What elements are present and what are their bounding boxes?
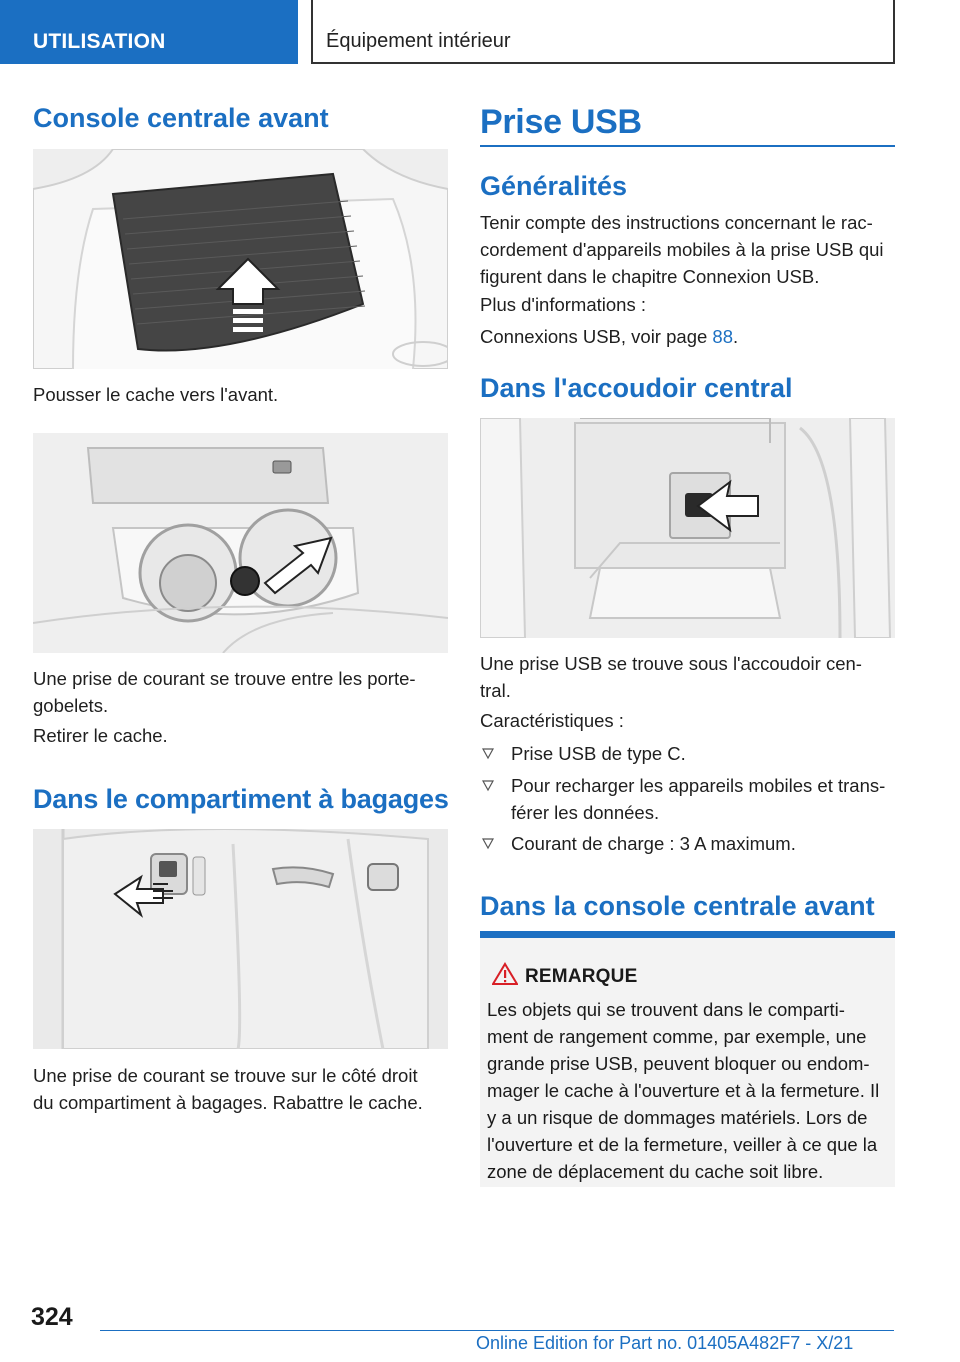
- note-box: [480, 931, 895, 1187]
- heading-accoudoir-central: Dans l'accoudoir central: [480, 373, 793, 403]
- armrest-caption: Une prise USB se trouve sous l'accoudoir cen- tral.: [480, 653, 862, 701]
- page-ref-link[interactable]: 88: [712, 326, 733, 347]
- note-title: REMARQUE: [525, 966, 638, 987]
- bullet-triangle-icon: [482, 780, 494, 792]
- heading-console-centrale-avant: Dans la console centrale avant: [480, 891, 875, 921]
- features-label: Caractéristiques :: [480, 710, 624, 731]
- figure-console-cover: [33, 149, 448, 369]
- heading-prise-usb: Prise USB: [480, 103, 642, 141]
- bullet-item: Courant de charge : 3 A maximum.: [482, 830, 902, 857]
- page-number: 324: [31, 1303, 73, 1331]
- caption-socket-cupholder: Une prise de courant se trouve entre les porte- gobelets.: [33, 668, 416, 716]
- heading-compartiment-bagages: Dans le compartiment à bagages: [33, 784, 449, 814]
- footer-rule: [100, 1330, 894, 1331]
- caption-push-cover: Pousser le cache vers l'avant.: [33, 384, 279, 405]
- footer-edition: Online Edition for Part no. 01405A482F7 - X/21: [476, 1333, 854, 1353]
- figure-luggage-socket: [33, 829, 448, 1049]
- armrest-illustration: [480, 418, 895, 638]
- header-chapter-box: [311, 0, 895, 64]
- bullet-item: Prise USB de type C.: [482, 740, 902, 767]
- figure-cupholder-socket: [33, 433, 448, 653]
- bullet-item: Pour recharger les appareils mobiles et trans- férer les données.: [482, 772, 902, 826]
- warning-triangle-icon: [492, 962, 518, 986]
- header-section-label: UTILISATION: [33, 30, 166, 53]
- caption-remove-cover: Retirer le cache.: [33, 725, 168, 746]
- usb-connections-reference: Connexions USB, voir page 88.: [480, 326, 739, 347]
- bullet-triangle-icon: [482, 838, 494, 850]
- heading-console-centrale: Console centrale avant: [33, 103, 329, 133]
- header-section-tab: [0, 0, 298, 64]
- heading-generalites: Généralités: [480, 171, 628, 201]
- cupholder-illustration: [33, 433, 448, 653]
- title-underline: [480, 145, 895, 147]
- note-text: Les objets qui se trouvent dans le comparti- ment de rangement comme, par exemple, une grande prise USB, peuvent bloquer ou endom- mager le cache à l'ouverture et à la fermeture. Il y a un risque de dommages matériels. Lors de l'ouverture et de la fermeture, veiller à ce que la zone de déplacement du cache soit libre.: [487, 999, 880, 1182]
- luggage-illustration: [33, 829, 448, 1049]
- console-cover-illustration: [33, 149, 448, 369]
- figure-armrest-usb: [480, 418, 895, 638]
- caption-luggage-socket: Une prise de courant se trouve sur le côté droit du compartiment à bagages. Rabattre le cache.: [33, 1065, 423, 1113]
- general-paragraph: Tenir compte des instructions concernant le rac- cordement d'appareils mobiles à la prise USB qui figurent dans le chapitre Connexion USB.: [480, 212, 884, 287]
- header-chapter-label: Équipement intérieur: [326, 30, 511, 52]
- more-info-label: Plus d'informations :: [480, 294, 646, 315]
- bullet-triangle-icon: [482, 748, 494, 760]
